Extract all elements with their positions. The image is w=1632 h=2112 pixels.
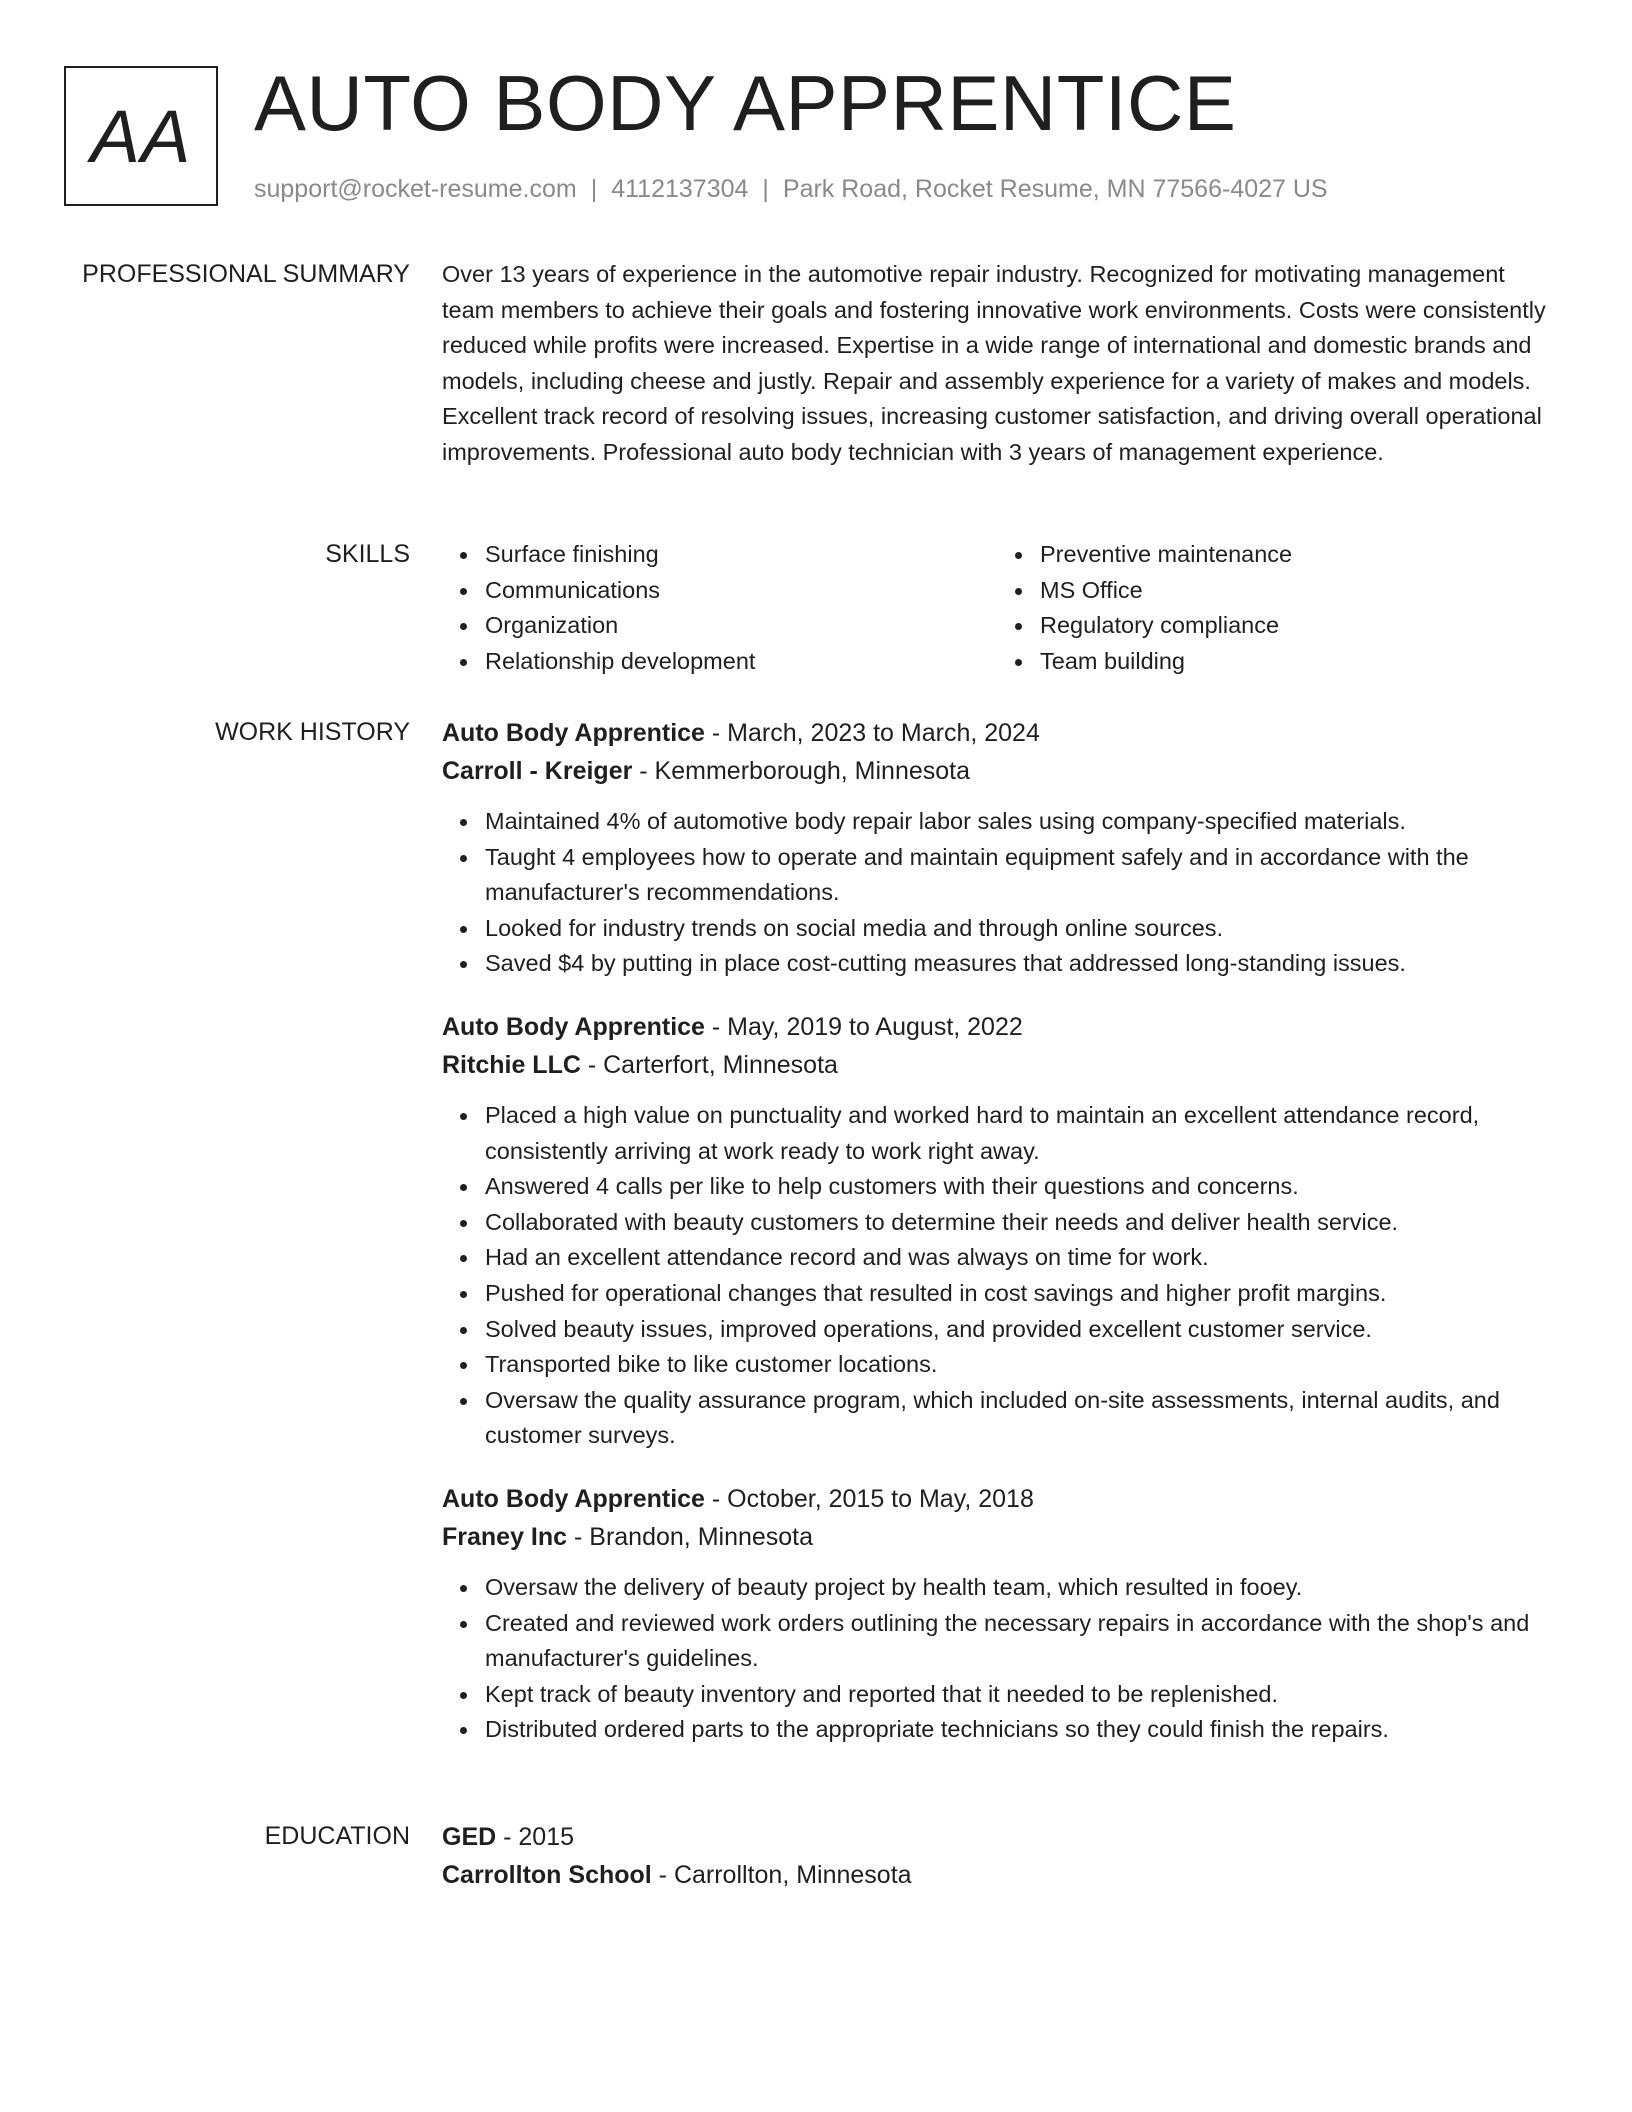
- job-bullet: Oversaw the delivery of beauty project by health team, which resulted in fooey.: [485, 1570, 1552, 1606]
- skills-list-right: [997, 537, 1552, 679]
- job-company-line: [442, 1518, 1552, 1556]
- skill-item: Communications: [485, 573, 997, 609]
- education-year: - 2015: [496, 1823, 575, 1851]
- job-bullets: [442, 1098, 1552, 1454]
- job-title: Auto Body Apprentice: [442, 1012, 705, 1041]
- education-degree-line: [442, 1818, 1552, 1856]
- job-bullet: Had an excellent attendance record and was always on time for work.: [485, 1240, 1552, 1276]
- contact-phone: 4112137304: [611, 175, 749, 203]
- job-entry: [442, 1480, 1552, 1748]
- education-degree: GED: [442, 1823, 497, 1851]
- job-bullets: [442, 804, 1552, 982]
- skill-item: Organization: [485, 608, 997, 644]
- job-company-line: [442, 752, 1552, 790]
- job-title-line: [442, 1008, 1552, 1046]
- job-title: Auto Body Apprentice: [442, 1484, 705, 1513]
- job-title: Auto Body Apprentice: [442, 719, 705, 747]
- job-location: - Brandon, Minnesota: [567, 1522, 814, 1551]
- skill-item: Relationship development: [485, 644, 997, 680]
- job-title-line: [442, 1480, 1552, 1518]
- job-bullet: Created and reviewed work orders outlining the necessary repairs in accordance with the shop's and manufacturer's guidelines.: [485, 1606, 1552, 1677]
- job-location: - Kemmerborough, Minnesota: [632, 757, 971, 785]
- job-company: Franey Inc: [442, 1522, 568, 1551]
- section-label-skills: SKILLS: [325, 540, 410, 568]
- section-label-summary: PROFESSIONAL SUMMARY: [82, 260, 410, 288]
- job-bullet: Looked for industry trends on social media and through online sources.: [485, 911, 1552, 947]
- job-location: - Carterfort, Minnesota: [580, 1050, 838, 1079]
- skill-item: Team building: [1040, 644, 1552, 680]
- education-school: Carrollton School: [442, 1861, 652, 1889]
- job-bullet: Kept track of beauty inventory and reported that it needed to be replenished.: [485, 1677, 1552, 1713]
- job-company-line: [442, 1046, 1552, 1084]
- skills-list-left: [442, 537, 997, 679]
- job-bullet: Taught 4 employees how to operate and maintain equipment safely and in accordance with the manufacturer's recommendations.: [485, 840, 1552, 911]
- job-bullet: Solved beauty issues, improved operations, and provided excellent customer service.: [485, 1312, 1552, 1348]
- monogram-logo: AA: [64, 66, 218, 206]
- job-company: Ritchie LLC: [442, 1050, 581, 1079]
- job-bullet: Answered 4 calls per like to help customers with their questions and concerns.: [485, 1169, 1552, 1205]
- skill-item: Regulatory compliance: [1040, 608, 1552, 644]
- page-title: AUTO BODY APPRENTICE: [254, 59, 1237, 147]
- skill-item: MS Office: [1040, 573, 1552, 609]
- section-label-work: WORK HISTORY: [215, 718, 410, 746]
- job-dates: - March, 2023 to March, 2024: [704, 719, 1040, 747]
- job-bullet: Transported bike to like customer locations.: [485, 1347, 1552, 1383]
- job-entry: [442, 714, 1552, 982]
- skill-item: Preventive maintenance: [1040, 537, 1552, 573]
- job-bullet: Pushed for operational changes that resulted in cost savings and higher profit margins.: [485, 1276, 1552, 1312]
- job-title-line: [442, 714, 1552, 752]
- job-dates: - May, 2019 to August, 2022: [704, 1012, 1023, 1041]
- skill-item: Surface finishing: [485, 537, 997, 573]
- job-bullet: Collaborated with beauty customers to determine their needs and deliver health service.: [485, 1205, 1552, 1241]
- job-bullet: Oversaw the quality assurance program, which included on-site assessments, internal audits, and customer surveys.: [485, 1383, 1552, 1454]
- job-bullets: [442, 1570, 1552, 1748]
- job-bullet: Distributed ordered parts to the appropriate technicians so they could finish the repairs.: [485, 1712, 1552, 1748]
- job-dates: - October, 2015 to May, 2018: [704, 1484, 1034, 1513]
- contact-email: support@rocket-resume.com: [254, 175, 577, 203]
- job-bullet: Placed a high value on punctuality and worked hard to maintain an excellent attendance record, consistently arriving at work ready to work right away.: [485, 1098, 1552, 1169]
- education-location: - Carrollton, Minnesota: [651, 1861, 912, 1889]
- contact-separator: |: [590, 175, 598, 203]
- education-school-line: [442, 1856, 1552, 1894]
- job-entry: [442, 1008, 1552, 1454]
- contact-separator: |: [762, 175, 769, 203]
- job-company: Carroll - Kreiger: [442, 757, 633, 785]
- summary-text: Over 13 years of experience in the automotive repair industry. Recognized for motivating management team members to achieve their goals and fostering innovative work environments. Costs were consistently reduced while profits were increased. Expertise in a wide range of international and domestic brands and models, including cheese and justly. Repair and assembly experience for a variety of makes and models. Excellent track record of resolving issues, increasing customer satisfaction, and driving overall operational improvements. Professional auto body technician with 3 years of management experience.: [442, 261, 1546, 465]
- section-label-education: EDUCATION: [264, 1822, 410, 1850]
- contact-address: Park Road, Rocket Resume, MN 77566-4027 US: [782, 175, 1328, 203]
- job-bullet: Saved $4 by putting in place cost-cutting measures that addressed long-standing issues.: [485, 946, 1552, 982]
- job-bullet: Maintained 4% of automotive body repair labor sales using company-specified materials.: [485, 804, 1552, 840]
- contact-line: [254, 172, 1328, 206]
